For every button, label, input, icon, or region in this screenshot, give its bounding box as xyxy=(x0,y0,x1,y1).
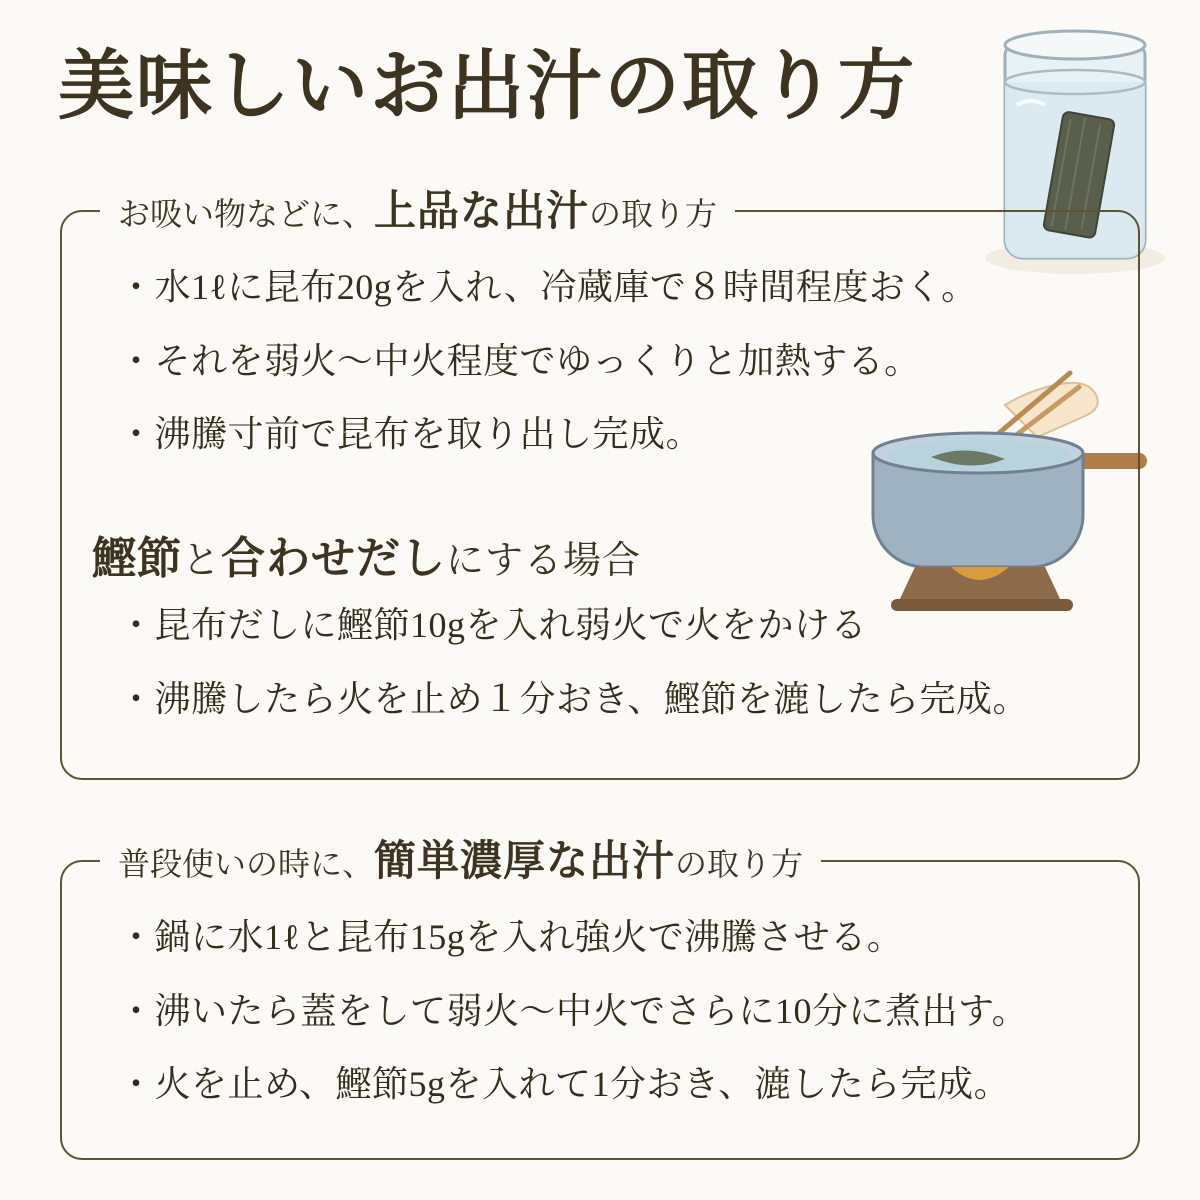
sub-heading-part-2: と xyxy=(182,540,222,582)
list-item: ・火を止め、鰹節5gを入れて1分おき、漉したら完成。 xyxy=(118,1064,1011,1105)
heading-emphasis: 上品な出汁 xyxy=(374,189,590,235)
sub-heading-part-1: 鰹節 xyxy=(92,534,182,583)
heading-emphasis: 簡単濃厚な出汁 xyxy=(374,839,676,885)
sub-heading-part-4: にする場合 xyxy=(446,540,642,582)
section-fine-dashi-heading xyxy=(100,186,735,241)
section-easy-dashi xyxy=(60,839,1140,1160)
list-item: ・沸いたら蓋をして弱火〜中火でさらに10分に煮出す。 xyxy=(118,990,1029,1031)
heading-tail: の取り方 xyxy=(589,196,718,232)
list-item: ・昆布だしに鰹節10gを入れ弱火で火をかける xyxy=(118,605,868,645)
section-fine-dashi xyxy=(60,189,1140,780)
sub-heading-part-3: 合わせだし xyxy=(221,534,447,583)
list-item: ・鍋に水1ℓと昆布15gを入れ強火で沸騰させる。 xyxy=(118,917,904,957)
katsuobushi-steps xyxy=(118,602,1108,749)
page-title: 美味しいお出汁の取り方 xyxy=(58,45,916,129)
list-item: ・水1ℓに昆布20gを入れ、冷蔵庫で８時間程度おく。 xyxy=(118,267,978,307)
fine-dashi-steps xyxy=(118,264,1108,485)
heading-lead: お吸い物などに、 xyxy=(118,196,375,232)
heading-lead: 普段使いの時に、 xyxy=(118,846,375,882)
heading-tail: の取り方 xyxy=(675,846,804,882)
section-easy-dashi-heading xyxy=(100,836,821,891)
easy-dashi-steps xyxy=(118,914,1108,1135)
list-item: ・沸騰したら火を止め１分おき、鰹節を漉したら完成。 xyxy=(118,678,1030,719)
katsuobushi-sub-heading xyxy=(92,522,641,586)
list-item: ・それを弱火〜中火程度でゆっくりと加熱する。 xyxy=(118,340,921,381)
list-item: ・沸騰寸前で昆布を取り出し完成。 xyxy=(118,414,703,455)
